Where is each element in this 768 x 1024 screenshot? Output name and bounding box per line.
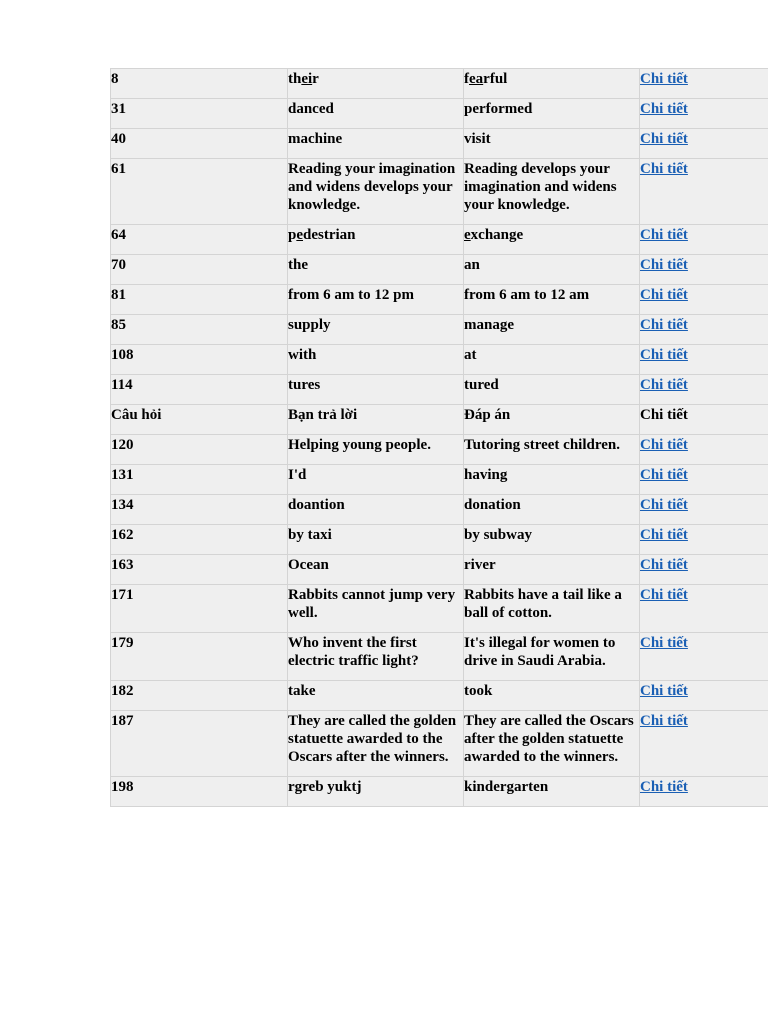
correct-answer: took — [464, 681, 640, 711]
your-answer — [288, 69, 464, 99]
details-link[interactable]: Chi tiết — [640, 287, 688, 303]
details-link[interactable]: Chi tiết — [640, 377, 688, 393]
details-cell — [640, 633, 768, 681]
details-cell — [640, 777, 768, 807]
details-cell — [640, 525, 768, 555]
correct-answer: donation — [464, 495, 640, 525]
table-row — [111, 525, 768, 555]
question-number: 61 — [111, 159, 288, 225]
details-link[interactable]: Chi tiết — [640, 257, 688, 273]
correct-answer — [464, 69, 640, 99]
your-answer: supply — [288, 315, 464, 345]
header-question: Câu hỏi — [111, 405, 288, 435]
table-row — [111, 495, 768, 525]
details-link[interactable]: Chi tiết — [640, 635, 688, 651]
correct-answer: Tutoring street children. — [464, 435, 640, 465]
your-answer: machine — [288, 129, 464, 159]
underlined-segment: e — [296, 227, 304, 243]
table-row — [111, 375, 768, 405]
question-number: 171 — [111, 585, 288, 633]
correct-answer: It's illegal for women to drive in Saudi Arabia. — [464, 633, 640, 681]
correct-answer: tured — [464, 375, 640, 405]
question-number: 162 — [111, 525, 288, 555]
table-row — [111, 681, 768, 711]
header-your-answer: Bạn trả lời — [288, 405, 464, 435]
your-answer: danced — [288, 99, 464, 129]
underlined-segment: e — [464, 227, 471, 243]
table-row — [111, 711, 768, 777]
your-answer: from 6 am to 12 pm — [288, 285, 464, 315]
details-link[interactable]: Chi tiết — [640, 527, 688, 543]
details-link[interactable]: Chi tiết — [640, 161, 688, 177]
question-number: 108 — [111, 345, 288, 375]
details-link[interactable]: Chi tiết — [640, 437, 688, 453]
details-cell — [640, 315, 768, 345]
table-row — [111, 129, 768, 159]
results-table — [110, 68, 768, 807]
underlined-segment: ei — [301, 71, 313, 87]
details-link[interactable]: Chi tiết — [640, 71, 688, 87]
details-link[interactable]: Chi tiết — [640, 779, 688, 795]
question-number: 81 — [111, 285, 288, 315]
question-number: 8 — [111, 69, 288, 99]
question-number: 85 — [111, 315, 288, 345]
details-link[interactable]: Chi tiết — [640, 587, 688, 603]
details-cell — [640, 69, 768, 99]
your-answer: Helping young people. — [288, 435, 464, 465]
correct-answer: by subway — [464, 525, 640, 555]
details-cell — [640, 345, 768, 375]
text-segment: xchange — [470, 227, 524, 243]
details-link[interactable]: Chi tiết — [640, 317, 688, 333]
table-row — [111, 777, 768, 807]
details-cell — [640, 375, 768, 405]
your-answer: Reading your imagination and widens develops your knowledge. — [288, 159, 464, 225]
your-answer: Who invent the first electric traffic light? — [288, 633, 464, 681]
details-cell — [640, 159, 768, 225]
question-number: 131 — [111, 465, 288, 495]
table-row — [111, 225, 768, 255]
details-cell — [640, 285, 768, 315]
your-answer: doantion — [288, 495, 464, 525]
details-cell — [640, 465, 768, 495]
question-number: 114 — [111, 375, 288, 405]
correct-answer: kindergarten — [464, 777, 640, 807]
your-answer: tures — [288, 375, 464, 405]
table-row — [111, 555, 768, 585]
table-row — [111, 285, 768, 315]
your-answer: the — [288, 255, 464, 285]
table-row — [111, 465, 768, 495]
question-number: 198 — [111, 777, 288, 807]
correct-answer: Reading develops your imagination and widens your knowledge. — [464, 159, 640, 225]
correct-answer: They are called the Oscars after the golden statuette awarded to the winners. — [464, 711, 640, 777]
correct-answer: having — [464, 465, 640, 495]
table-row — [111, 69, 768, 99]
question-number: 70 — [111, 255, 288, 285]
correct-answer: Rabbits have a tail like a ball of cotton. — [464, 585, 640, 633]
your-answer: They are called the golden statuette awarded to the Oscars after the winners. — [288, 711, 464, 777]
details-link[interactable]: Chi tiết — [640, 227, 688, 243]
details-link[interactable]: Chi tiết — [640, 101, 688, 117]
correct-answer: from 6 am to 12 am — [464, 285, 640, 315]
table-header-row — [111, 405, 768, 435]
correct-answer — [464, 225, 640, 255]
question-number: 163 — [111, 555, 288, 585]
correct-answer: performed — [464, 99, 640, 129]
details-link[interactable]: Chi tiết — [640, 557, 688, 573]
details-cell — [640, 555, 768, 585]
details-cell — [640, 681, 768, 711]
details-link[interactable]: Chi tiết — [640, 131, 688, 147]
your-answer: rgreb yuktj — [288, 777, 464, 807]
table-row — [111, 255, 768, 285]
details-cell — [640, 225, 768, 255]
details-link[interactable]: Chi tiết — [640, 467, 688, 483]
question-number: 179 — [111, 633, 288, 681]
your-answer: Rabbits cannot jump very well. — [288, 585, 464, 633]
details-cell — [640, 495, 768, 525]
details-link[interactable]: Chi tiết — [640, 347, 688, 363]
question-number: 134 — [111, 495, 288, 525]
correct-answer: manage — [464, 315, 640, 345]
details-cell — [640, 711, 768, 777]
question-number: 40 — [111, 129, 288, 159]
table-row — [111, 435, 768, 465]
text-segment: destrian — [303, 227, 356, 243]
table-row — [111, 585, 768, 633]
your-answer: I'd — [288, 465, 464, 495]
table-row — [111, 99, 768, 129]
results-body — [111, 69, 768, 807]
text-segment: rful — [483, 71, 508, 87]
question-number: 187 — [111, 711, 288, 777]
table-row — [111, 315, 768, 345]
table-row — [111, 159, 768, 225]
text-segment: r — [312, 71, 319, 87]
your-answer — [288, 225, 464, 255]
header-details: Chi tiết — [640, 405, 768, 435]
details-cell — [640, 255, 768, 285]
table-row — [111, 345, 768, 375]
details-cell — [640, 99, 768, 129]
text-segment: p — [288, 227, 297, 243]
details-link[interactable]: Chi tiết — [640, 713, 688, 729]
question-number: 120 — [111, 435, 288, 465]
question-number: 182 — [111, 681, 288, 711]
table-row — [111, 633, 768, 681]
details-cell — [640, 435, 768, 465]
details-link[interactable]: Chi tiết — [640, 683, 688, 699]
your-answer: with — [288, 345, 464, 375]
your-answer: by taxi — [288, 525, 464, 555]
details-link[interactable]: Chi tiết — [640, 497, 688, 513]
details-cell — [640, 585, 768, 633]
text-segment: f — [464, 71, 469, 87]
question-number: 31 — [111, 99, 288, 129]
correct-answer: visit — [464, 129, 640, 159]
header-correct-answer: Đáp án — [464, 405, 640, 435]
details-cell — [640, 129, 768, 159]
correct-answer: river — [464, 555, 640, 585]
text-segment: th — [288, 71, 302, 87]
your-answer: Ocean — [288, 555, 464, 585]
underlined-segment: ea — [469, 71, 484, 87]
correct-answer: an — [464, 255, 640, 285]
your-answer: take — [288, 681, 464, 711]
correct-answer: at — [464, 345, 640, 375]
question-number: 64 — [111, 225, 288, 255]
